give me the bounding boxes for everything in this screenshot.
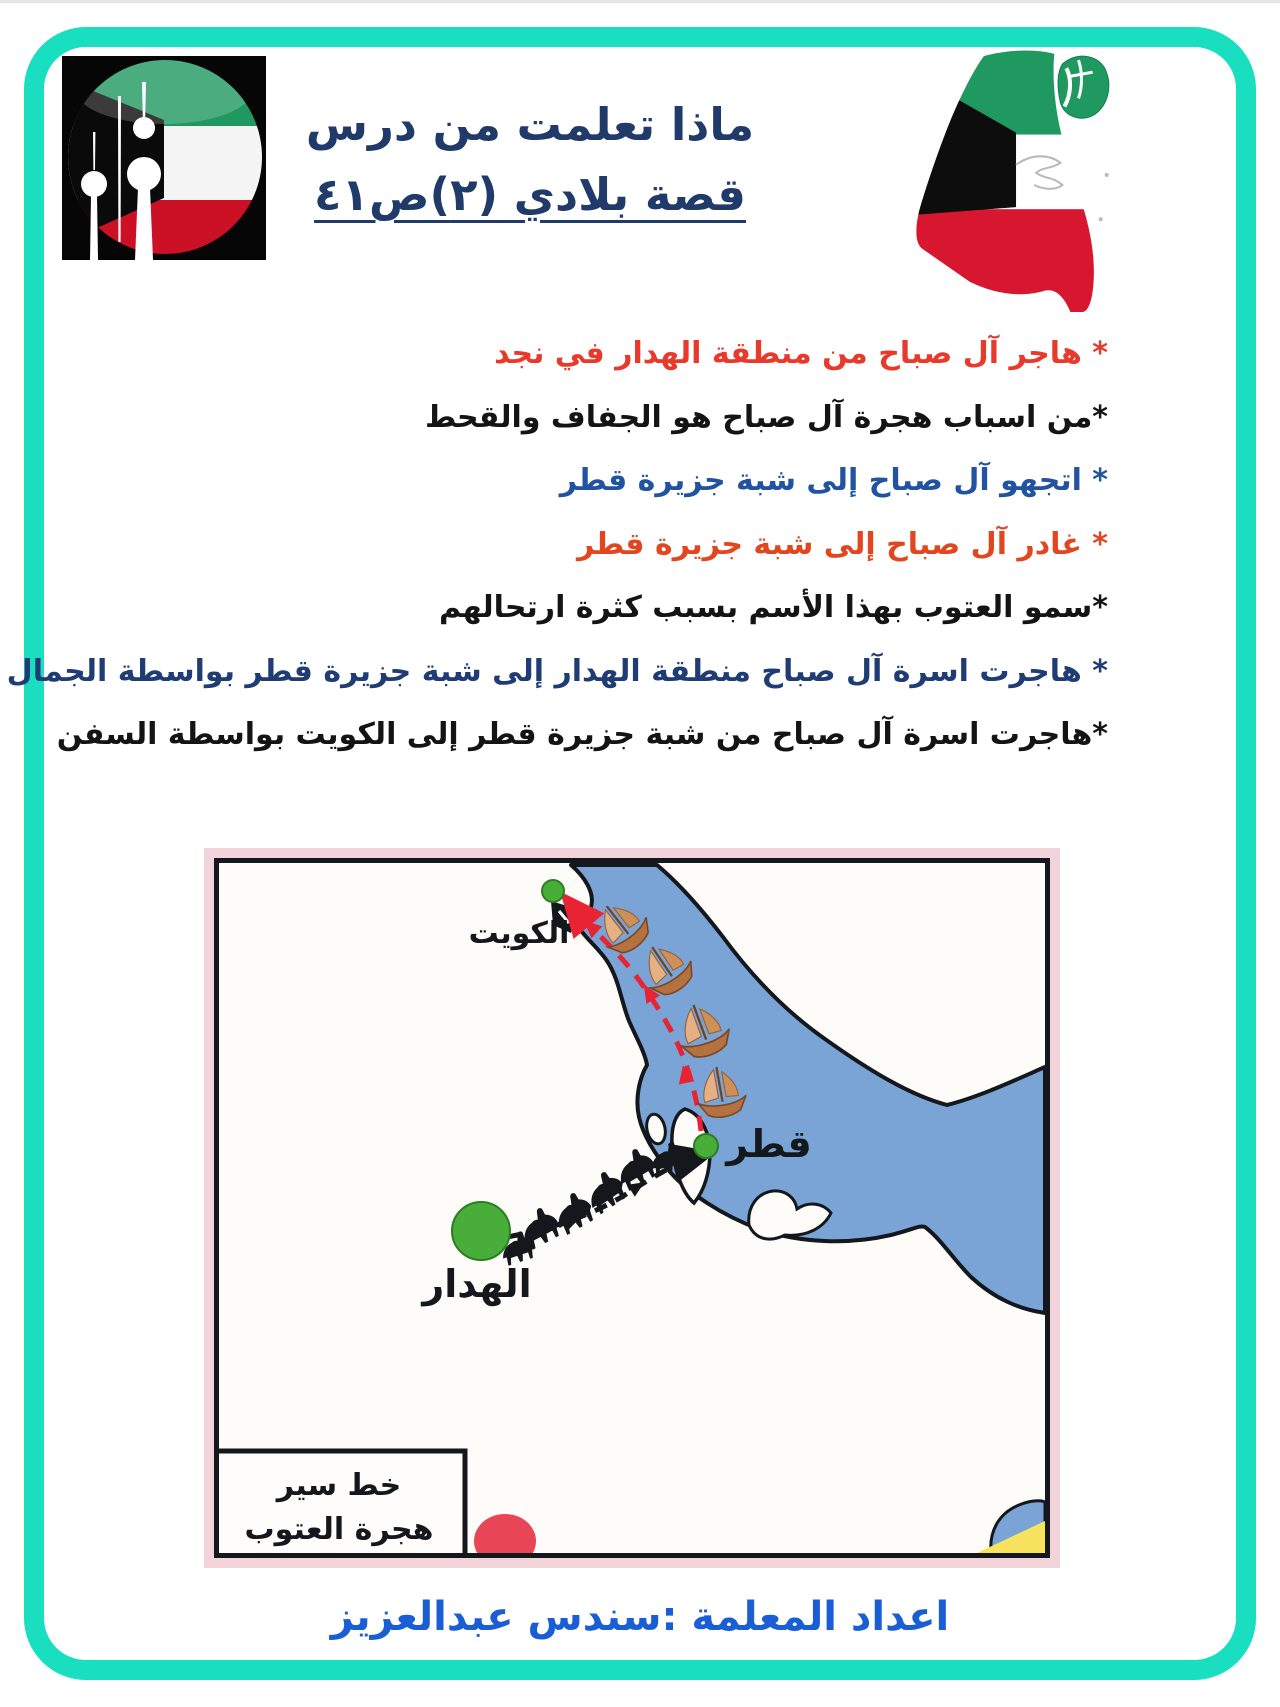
qatar-label: قطر [726,1122,812,1166]
lesson-point-1: * هاجر آل صباح من منطقة الهدار في نجد [494,336,1108,371]
migration-map-graphic [219,863,1045,1553]
lesson-point-3: * اتجهو آل صباح إلى شبة جزيرة قطر [559,463,1108,498]
hadar-marker [452,1202,510,1260]
lesson-point-5: *سمو العتوب بهذا الأسم بسبب كثرة ارتحالهم [439,590,1108,625]
kuwait-marker [542,880,564,902]
red-pin [474,1514,536,1553]
title-line2: قصة بلادي (٢)ص٤١ [314,167,746,221]
lesson-point-4: * غادر آل صباح إلى شبة جزيرة قطر [577,526,1108,562]
legend-line2: هجرة العتوب [244,1512,434,1547]
migration-map [204,848,1060,1568]
kuwait-flag-map-graphic [893,46,1130,318]
lesson-point-2: *من اسباب هجرة آل صباح هو الجفاف والقحط [424,399,1108,435]
teacher-credit: اعداد المعلمة :سندس عبدالعزيز [330,1594,950,1640]
migration-map-frame [214,858,1050,1558]
kuwait-towers-logo [62,56,266,260]
kuwait-flag-map [893,46,1130,318]
kuwait-towers-logo-graphic [62,56,266,260]
hadar-label: الهدار [422,1262,532,1306]
legend-box [219,1451,465,1553]
lesson-point-6: * هاجرت اسرة آل صباح منطقة الهدار إلى شبة جزيرة قطر بواسطة الجمال [6,653,1108,689]
legend-line1: خط سير [276,1468,402,1503]
qatar-marker [694,1134,718,1158]
lesson-point-7: *هاجرت اسرة آل صباح من شبة جزيرة قطر إلى الكويت بواسطة السفن [56,717,1108,752]
title-line1: ماذا تعلمت من درس [305,98,755,151]
page-title [260,90,800,230]
kuwait-label: الكويت [468,916,570,951]
lesson-points [6,335,1108,780]
bubiyan-island [1058,56,1109,118]
top-hairline [0,0,1280,3]
